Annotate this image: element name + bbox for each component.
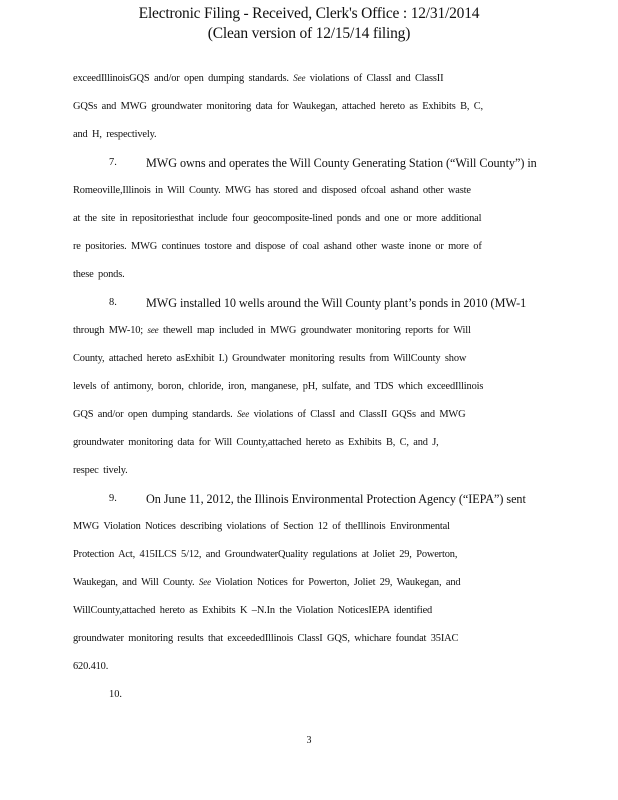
text-line: at the site in repositoriesthat include four geocomposite-lined ponds and one or more additional	[73, 213, 482, 224]
text-line: levels of antimony, boron, chloride, iron, manganese, pH, sulfate, and TDS which exceedIllinois	[73, 381, 484, 392]
text-line: County, attached hereto asExhibit I.) Groundwater monitoring results from WillCounty show	[73, 353, 467, 364]
text-line: groundwater monitoring data for Will County,attached hereto as Exhibits B, C, and J,	[73, 437, 439, 448]
paragraph-number: 8.	[109, 297, 117, 308]
text-line: and H, respectively.	[73, 129, 157, 140]
paragraph-number: 9.	[109, 493, 117, 504]
text-line: these ponds.	[73, 269, 125, 280]
text-line: exceedIllinoisGQS and/or open dumping standards. See violations of ClassI and ClassII	[73, 73, 444, 84]
page-number: 3	[306, 735, 312, 746]
filing-header	[0, 4, 618, 44]
filing-header-line-2: (Clean version of 12/15/14 filing)	[207, 25, 411, 42]
text-line: GQS and/or open dumping standards. See violations of ClassI and ClassII GQSs and MWG	[73, 409, 466, 420]
text-line: Waukegan, and Will County. See Violation Notices for Powerton, Joliet 29, Waukegan, and	[73, 577, 461, 588]
text-line: WillCounty,attached hereto as Exhibits K –N.In the Violation NoticesIEPA identified	[73, 605, 433, 616]
text-line: 620.410.	[73, 661, 109, 672]
paragraph-number: 7.	[109, 157, 117, 168]
paragraph-number: 10.	[109, 689, 122, 700]
text-line: Romeoville,Illinois in Will County. MWG has stored and disposed ofcoal ashand other waste	[73, 185, 471, 196]
text-line: through MW-10; see thewell map included in MWG groundwater monitoring reports for Will	[73, 325, 471, 336]
text-line: respec tively.	[73, 465, 128, 476]
text-line: GQSs and MWG groundwater monitoring data for Waukegan, attached hereto as Exhibits B, C,	[73, 101, 483, 112]
text-line: re positories. MWG continues tostore and dispose of coal ashand other waste inone or more of	[73, 241, 482, 252]
text-line: MWG Violation Notices describing violations of Section 12 of theIllinois Environmental	[73, 521, 450, 532]
text-line: groundwater monitoring results that exceededIllinois ClassI GQS, whichare foundat 35IAC	[73, 633, 459, 644]
paragraph-lead: On June 11, 2012, the Illinois Environmental Protection Agency (“IEPA”) sent	[146, 492, 526, 506]
text-line: Protection Act, 415ILCS 5/12, and GroundwaterQuality regulations at Joliet 29, Powerton,	[73, 549, 458, 560]
paragraph-lead: MWG installed 10 wells around the Will County plant’s ponds in 2010 (MW-1	[146, 296, 527, 310]
filing-header-line-1: Electronic Filing - Received, Clerk's Office : 12/31/2014	[138, 5, 480, 22]
paragraph-lead: MWG owns and operates the Will County Generating Station (“Will County”) in	[146, 156, 537, 170]
